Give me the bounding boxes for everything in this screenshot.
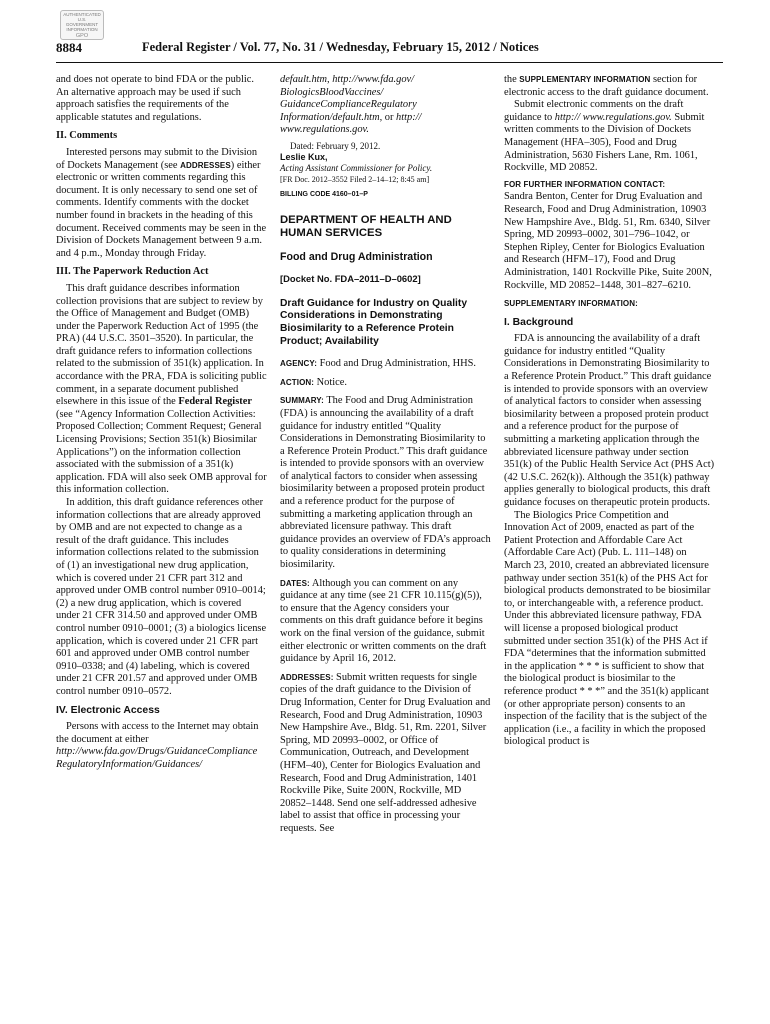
logo-line: INFORMATION xyxy=(66,26,98,32)
agency-line: AGENCY: Food and Drug Administration, HHS. xyxy=(280,358,477,370)
paragraph: Submit electronic comments on the draft guidance to http:// www.regulations.gov. Submit written comments to the Division of Dockets Management (HFA–305), Food and Drug Administration, 5630 Fishers Lane, Rm. 1061, Rockville, MD 20852. xyxy=(504,99,705,174)
paragraph: the SUPPLEMENTARY INFORMATION section for electronic access to the draft guidance document. xyxy=(504,74,709,98)
billing-code: BILLING CODE 4160–01–P xyxy=(280,190,368,198)
logo-line: U.S. GOVERNMENT xyxy=(65,16,99,27)
summary-paragraph: SUMMARY: The Food and Drug Administration (FDA) is announcing the availability of a draft guidance for industry entitled “Quality Considerations in Demonstrating Biosimilarity to a Reference Protein Product.” This draft guidance is intended to provide sponsors with an overview of analytical factors to consider when assessing biosimilarity between a proposed protein product and a reference product for the purpose of submitting a marketing application through an abbreviated licensure pathway. This draft guidance provides an overview of FDA’s approach to quality considerations in determining biosimilarity. xyxy=(280,395,491,571)
agency-heading: Food and Drug Administration xyxy=(280,250,433,263)
paragraph: default.htm, http://www.fda.gov/ BiologicsBloodVaccines/ GuidanceComplianceRegulatory Information/default.htm, or http:// www.regulations.gov. xyxy=(280,74,422,136)
section-heading-background: I. Background xyxy=(504,316,574,328)
paragraph: Interested persons may submit to the Division of Dockets Management (see ADDRESSES) either electronic or written comments regarding this document. It is only necessary to send one set of comments. Identify comments with the docket number found in brackets in the heading of this document. Received comments may be seen in the Division of Dockets Management between 9 a.m. and 4 p.m., Monday through Friday. xyxy=(56,146,267,259)
url-link[interactable]: http://www.fda.gov/Drugs/GuidanceCompliance RegulatoryInformation/Guidances/ xyxy=(56,746,258,770)
document-body xyxy=(56,74,723,1014)
cross-reference: SUPPLEMENTARY INFORMATION xyxy=(519,75,651,84)
paragraph: and does not operate to bind FDA or the public. An alternative approach may be used if such approach satisfies the requirements of the applicable statutes and regulations. xyxy=(56,74,254,123)
federal-register-ref: Federal Register xyxy=(178,396,252,408)
paragraph: This draft guidance describes information collection provisions that are subject to review by the Office of Management and Budget (OMB) under the Paperwork Reduction Act of 1995 (the PRA) (44 U.S.C. 3501–3520). In particular, the draft guidance refers to information collections related to the submission of 351(k) application. In accordance with the PRA, FDA is soliciting public comment, in a separate document published elsewhere in this issue of the Federal Register (see “Agency Information Collection Activities: Proposed Collection; Comment Request; General Licensing Provisions; Section 351(k) Biosimilar Applications”) on the information collection associated with the submission of a 351(k) application. FDA will also seek OMB approval for this information collection. xyxy=(56,282,267,496)
contact-paragraph: Sandra Benton, Center for Drug Evaluation and Research, Food and Drug Administration, 10903 New Hampshire Ave., Bldg. 51, Rm. 6340, Silver Spring, MD 20993–0002, 301–796–1042, or Stephen Ripley, Center for Biologics Evaluation and Research (HFM–17), Food and Drug Administration, 1401 Rockville Pike, Suite 200N, Rockville, MD 20852–1448, 301–827–6210. xyxy=(504,191,712,291)
paragraph: In addition, this draft guidance references other information collections that are already approved by OMB and are not expected to change as a result of the draft guidance. This includes information collections related to the submission of (1) an investigational new drug application, which is covered under 21 CFR part 312 and approved under OMB control number 0910–0014; (2) a new drug application, which is covered under 21 CFR 314.50 and approved under OMB control number 0910–0001; (3) a biologics license application, which is covered under 21 CFR part 601 and approved under OMB control number 0910–0338; and (4) labeling, which is covered under 21 CFR 201.57 and approved under OMB control number 0910–0572. xyxy=(56,497,267,697)
url-link[interactable]: http:// www.regulations.gov. xyxy=(280,111,422,136)
section-heading-comments: II. Comments xyxy=(56,130,118,142)
column-1 xyxy=(56,74,267,771)
column-3 xyxy=(504,74,715,749)
page-header xyxy=(56,40,723,63)
dates-paragraph: DATES: Although you can comment on any guidance at any time (see 21 CFR 10.115(g)(5)), to ensure that the Agency considers your comments on this draft guidance before it begins work on the final version of the guidance, submit either electronic or written comments on the draft guidance by April 16, 2012. xyxy=(280,577,487,665)
docket-number: [Docket No. FDA–2011–D–0602] xyxy=(280,273,421,285)
action-line: ACTION: Notice. xyxy=(280,376,347,388)
column-2 xyxy=(280,74,491,842)
fr-doc-line: [FR Doc. 2012–3552 Filed 2–14–12; 8:45 am] xyxy=(280,174,430,184)
contact-label: FOR FURTHER INFORMATION CONTACT: xyxy=(504,179,666,189)
section-heading-pra: III. The Paperwork Reduction Act xyxy=(56,266,209,278)
department-heading: DEPARTMENT OF HEALTH AND HUMAN SERVICES xyxy=(280,213,452,240)
addresses-paragraph: ADDRESSES: Submit written requests for single copies of the draft guidance to the Division of Drug Information, Center for Drug Evaluation and Research, Food and Drug Administration, 10903 New Hampshire Ave., Bldg. 51, Rm. 2201, Silver Spring, MD 20993–0002, or Office of Communication, Outreach, and Development (HFM–40), Center for Biologics Evaluation and Research, Food and Drug Administration, 1401 Rockville Pike, Suite 200N, Rockville, MD 20852–1448. Send one self-addressed adhesive label to assist that office in processing your requests. See xyxy=(280,671,491,834)
logo-gpo: GPO xyxy=(75,32,89,39)
page-number: 8884 xyxy=(56,40,82,55)
cross-reference: ADDRESSES xyxy=(180,160,231,170)
paragraph: Persons with access to the Internet may obtain the document at either http://www.fda.gov/Drugs/GuidanceCompliance RegulatoryInformation/Guidances/ xyxy=(56,721,259,770)
running-title: Federal Register / Vol. 77, No. 31 / Wednesday, February 15, 2012 / Notices xyxy=(142,40,539,54)
paragraph: FDA is announcing the availability of a draft guidance for industry entitled “Quality Considerations in Demonstrating Biosimilarity to a Reference Protein Product.” This draft guidance is intended to provide sponsors with an overview of analytical factors to consider when assessing biosimilarity between a proposed protein product and a reference product for the purpose of submitting a marketing application through the abbreviated licensure pathway under section 351(k) of the Public Health Service Act (PHS Act) (42 U.S.C. 262(k)). Although the 351(k) pathway applies generally to biological products, this draft guidance focuses on therapeutic protein products. xyxy=(504,333,715,508)
paragraph: The Biologics Price Competition and Innovation Act of 2009, enacted as part of the Patient Protection and Affordable Care Act (Affordable Care Act) (Pub. L. 111–148) on March 23, 2010, created an abbreviated licensure pathway under section 351(k) of the PHS Act for biological products demonstrated to be biosimilar to, or interchangeable with, a reference product. Under this abbreviated licensure pathway, FDA will license a proposed biological product submitted under section 351(k) of the PHS Act if FDA “determines that the information submitted in the application * * * is sufficient to show that the biological product is biosimilar to the reference product * * *” and the 351(k) applicant (or other appropriate person) consents to an inspection of the facility that is the subject of the application (i.e., a facility in which the proposed biological product is xyxy=(504,509,711,748)
dated-line: Dated: February 9, 2012. xyxy=(290,140,381,151)
logo-line: AUTHENTICATED xyxy=(63,11,101,17)
gpo-authentication-logo xyxy=(60,10,104,40)
signer-title: Acting Assistant Commissioner for Policy. xyxy=(280,162,433,173)
supplementary-label: SUPPLEMENTARY INFORMATION: xyxy=(504,299,638,309)
url-link[interactable]: http:// www.regulations.gov. xyxy=(554,111,672,123)
section-heading-electronic-access: IV. Electronic Access xyxy=(56,704,160,716)
url-link[interactable]: default.htm, http://www.fda.gov/ BiologicsBloodVaccines/ GuidanceComplianceRegulatory Information/default.htm, xyxy=(280,74,417,123)
signer-name: Leslie Kux, xyxy=(280,151,328,162)
document-title: Draft Guidance for Industry on Quality Considerations in Demonstrating Biosimilarity to a Reference Protein Product; Availability xyxy=(280,297,468,347)
